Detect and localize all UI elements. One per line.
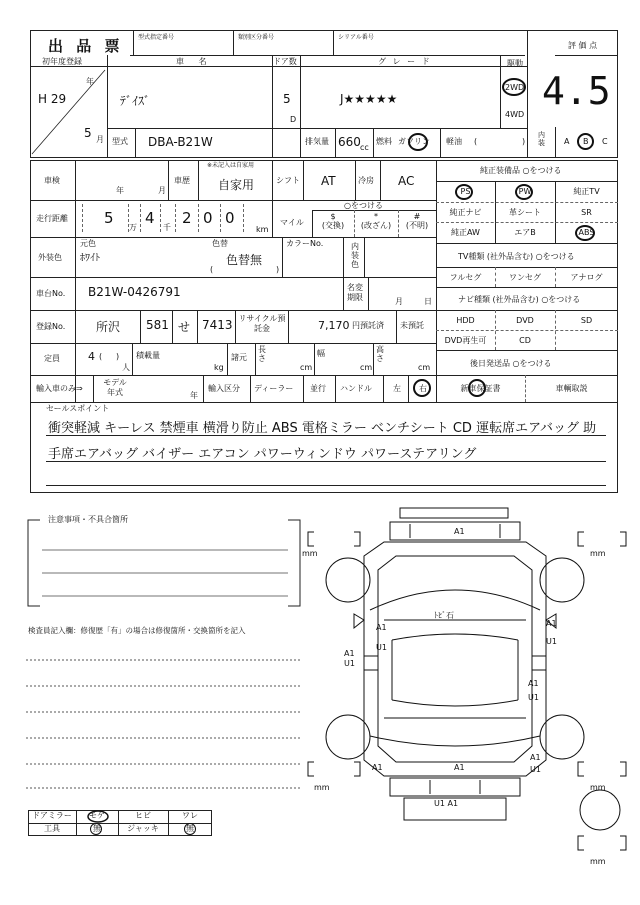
mileage-man: 万 (129, 223, 137, 232)
equip-ps[interactable]: PS (460, 187, 471, 196)
mark-left-door-u: U1 (344, 659, 355, 668)
name-change-day: 日 (424, 297, 432, 306)
mm-label-3: mm (314, 783, 330, 792)
recycle-status[interactable]: 未預託 (400, 321, 424, 330)
mileage-digit-1: 5 (104, 209, 114, 227)
name-change-label: 名変期限 (347, 283, 363, 302)
navi-sd[interactable]: SD (580, 316, 593, 325)
equip-sr[interactable]: SR (581, 208, 592, 217)
capacity-paren-open: ( (99, 352, 103, 361)
later-manual[interactable]: 車輌取説 (555, 384, 588, 393)
aircon-label: 冷房 (358, 176, 374, 185)
mileage-swap-header: ○をつける (344, 201, 383, 210)
reg-label: 登録No. (36, 322, 66, 331)
capacity-paren-close: ) (116, 352, 120, 361)
interior-b[interactable]: B (583, 137, 589, 146)
shaken-year-unit: 年 (116, 186, 124, 195)
mileage-digit-3: 2 (182, 209, 192, 227)
page-title: 出 品 票 (48, 37, 124, 55)
equip-ps-circle (455, 184, 473, 200)
navi-cd[interactable]: CD (519, 336, 531, 345)
shift-label: シフト (276, 176, 300, 185)
car-diagram (300, 500, 640, 900)
history-note: ※未記入は自家用 (207, 162, 255, 169)
drive-4wd[interactable]: 4WD (505, 110, 525, 119)
capacity-label: 定員 (44, 354, 60, 363)
model-label: 型式 (112, 137, 128, 146)
mm-label-1: mm (302, 549, 318, 558)
load-label: 積載量 (136, 351, 160, 360)
mark-left-fender-a: A1 (376, 623, 387, 632)
car-name-label: 車 名 (176, 57, 213, 66)
handle-right[interactable]: 右 (419, 384, 427, 393)
fuel-circle (408, 133, 428, 151)
equipment-title: 純正装備品 ○をつける (480, 166, 562, 175)
recycle-value: 7,170 (318, 319, 350, 332)
displacement-value: 660 (338, 135, 361, 149)
color-label: 外装色 (38, 253, 62, 262)
interior-color-label: 内装色 (351, 242, 359, 269)
name-change-month: 月 (395, 297, 403, 306)
inspector-lines (26, 650, 302, 790)
equip-leather[interactable]: 革シート (509, 208, 541, 217)
interior-label: 内装 (538, 131, 545, 147)
equip-pw[interactable]: PW (518, 187, 532, 196)
mileage-digit-4: 0 (203, 209, 213, 227)
load-unit: kg (214, 363, 224, 372)
handle-label: ハンドル (340, 384, 372, 393)
color-orig-value: ﾎﾜｲﾄ (80, 253, 100, 264)
first-reg-year-unit: 年 (86, 77, 94, 86)
sales-points-line-2: 手席エアバッグ バイザー エアコン パワーウィンドウ パワーステアリング (48, 447, 477, 462)
aircon-value: AC (398, 174, 415, 188)
reg-kana: せ (178, 320, 191, 334)
grade-label: グ レ ー ド (378, 57, 432, 66)
check-mirror-hibi[interactable]: ヒビ (135, 811, 151, 820)
mm-label-2: mm (590, 549, 606, 558)
length-cm: cm (300, 363, 313, 372)
displacement-unit: cc (360, 143, 369, 152)
mm-label-5: mm (590, 857, 606, 866)
fuel-value[interactable]: ガソリン (398, 137, 430, 146)
mileage-label: 走行距離 (36, 214, 68, 223)
mileage-unit: km (256, 225, 269, 234)
displacement-label: 排気量 (305, 137, 329, 146)
model-year-unit: 年 (190, 391, 198, 400)
check-mirror-moge[interactable]: モゲ (89, 811, 105, 820)
equip-pw-circle (515, 184, 533, 200)
reg-class: 581 (146, 318, 169, 332)
recycle-label: リサイクル預託金 (238, 314, 286, 333)
interior-b-circle (577, 133, 594, 150)
first-reg-year: H 29 (38, 92, 67, 106)
mileage-swap-exchange[interactable]: $ (交換) (321, 212, 345, 230)
color-paren-open: ( (210, 265, 214, 274)
import-parallel[interactable]: 並行 (310, 384, 326, 393)
mark-right-door-u: U1 (528, 693, 539, 702)
category-label: 類別区分番号 (238, 34, 275, 41)
sales-points-label: セールスポイント (46, 404, 110, 413)
height-label: 高さ (376, 345, 384, 363)
score-label: 評 価 点 (568, 41, 598, 50)
length-label: 長さ (258, 345, 266, 363)
doors-value: 5 (283, 92, 291, 106)
color-change-value: 色替無 (226, 253, 263, 267)
equip-abs[interactable]: ABS (578, 228, 595, 237)
import-class-label: 輸入区分 (208, 384, 240, 393)
mark-right-door-a: A1 (528, 679, 539, 688)
later-warranty[interactable]: 新車保証書 (460, 384, 501, 393)
check-tools-label: 工具 (44, 824, 60, 833)
navi-title: ナビ種類 (社外品含む) ○をつける (458, 295, 581, 304)
color-paren-close: ) (276, 265, 280, 274)
doors-sub: D (290, 115, 297, 124)
check-mirror-ware[interactable]: ワレ (182, 811, 198, 820)
capacity-value: 4 (88, 350, 95, 363)
serial-label: シリアル番号 (338, 34, 374, 41)
mark-right-rear-u: U1 (530, 765, 541, 774)
width-label: 幅 (317, 349, 325, 358)
score-value: 4.5 (542, 69, 611, 113)
mark-front-bumper: A1 (454, 527, 465, 536)
mark-rear-bumper: U1 A1 (434, 799, 459, 808)
reg-area: 所沢 (96, 320, 121, 334)
first-reg-month: 5 (84, 126, 92, 140)
check-jack-circle (184, 823, 196, 835)
drive-label: 駆動 (507, 59, 523, 68)
model-value: DBA-B21W (148, 135, 213, 149)
navi-hdd[interactable]: HDD (456, 316, 475, 325)
dims-label: 諸元 (231, 353, 247, 362)
mileage-digit-2: 4 (145, 209, 155, 227)
mark-right-fender-a: A1 (546, 619, 557, 628)
width-cm: cm (360, 363, 373, 372)
mileage-digit-5: 0 (225, 209, 235, 227)
color-no-label: カラーNo. (286, 239, 324, 248)
model-year-label: モデル年式 (103, 378, 127, 397)
check-tools-circle (90, 823, 102, 835)
mileage-swap-unknown[interactable]: # (不明) (405, 212, 429, 230)
check-mirror-label: ドアミラー (32, 811, 72, 820)
handle-right-circle (413, 379, 431, 397)
import-label: 輸入車のみ⇒ (36, 384, 83, 393)
later-title: 後日発送品 ○をつける (470, 359, 552, 368)
tv-title: TV種類 (社外品含む) ○をつける (458, 252, 575, 261)
history-value: 自家用 (218, 178, 255, 192)
recycle-unit: 円預託済 (352, 321, 384, 330)
inspector-title: 検査員記入欄：修復歴「有」の場合は修復箇所・交換箇所を記入 (28, 626, 246, 635)
history-label: 車歴 (174, 176, 190, 185)
mark-hood: ﾄﾋﾞ石 (434, 611, 454, 620)
shaken-month-unit: 月 (158, 186, 166, 195)
import-dealer[interactable]: ディーラー (254, 384, 294, 393)
mileage-mile[interactable]: マイル (280, 218, 304, 227)
doors-label: ドア数 (273, 57, 297, 66)
drive-2wd-circle (502, 78, 526, 96)
capacity-unit: 人 (122, 363, 130, 372)
tv-fullseg[interactable]: フルセグ (449, 273, 482, 282)
notes-title: 注意事項・不具合箇所 (48, 515, 128, 524)
color-change-label: 色替 (212, 239, 228, 248)
check-jack-none[interactable]: 無 (186, 824, 194, 833)
equip-tv[interactable]: 純正TV (573, 187, 600, 196)
model-code-label: 型式指定番号 (138, 34, 175, 41)
fuel-paren-close: ) (522, 137, 526, 146)
tv-oneseg[interactable]: ワンセグ (509, 273, 541, 282)
navi-dvd-play[interactable]: DVD再生可 (444, 336, 487, 345)
shift-value: AT (321, 174, 336, 188)
chassis-label: 車台No. (36, 289, 66, 298)
interior-c[interactable]: C (602, 137, 608, 146)
handle-left[interactable]: 左 (393, 384, 401, 393)
height-cm: cm (418, 363, 431, 372)
equip-aw[interactable]: 純正AW (451, 228, 480, 237)
mark-right-rear-a: A1 (530, 753, 541, 762)
notes-bracket (26, 515, 302, 608)
mark-left-rear: A1 (372, 763, 383, 772)
navi-dvd[interactable]: DVD (516, 316, 534, 325)
color-orig-label: 元色 (80, 239, 96, 248)
check-tools-none[interactable]: 無 (93, 824, 101, 833)
mark-left-door-a: A1 (344, 649, 355, 658)
check-jack-label: ジャッキ (127, 824, 159, 833)
sales-points-line-1: 衝突軽減 キーレス 禁煙車 横滑り防止 ABS 電格ミラー ベンチシート CD 運転席エアバッグ 助 (48, 421, 597, 436)
fuel-paren-open: ( (474, 137, 478, 146)
later-warranty-circle (468, 379, 486, 397)
mark-rear: A1 (454, 763, 465, 772)
grade-value: J★★★★★ (340, 92, 398, 106)
mark-left-fender-u: U1 (376, 643, 387, 652)
mark-right-fender-u: U1 (546, 637, 557, 646)
first-reg-label: 初年度登録 (42, 57, 82, 66)
reg-number: 7413 (202, 318, 233, 332)
mm-label-4: mm (590, 783, 606, 792)
fuel-label: 燃料 (376, 137, 392, 146)
fuel-diesel[interactable]: 軽油 (446, 137, 462, 146)
mileage-sen: 千 (163, 223, 171, 232)
tv-analog[interactable]: アナログ (570, 273, 603, 282)
equip-navi[interactable]: 純正ナビ (449, 208, 482, 217)
car-name-value: ﾃﾞｲｽﾞ (120, 94, 151, 108)
mileage-swap-tamper[interactable]: * (改ざん) (360, 212, 392, 230)
first-reg-month-unit: 月 (96, 135, 104, 144)
chassis-value: B21W-0426791 (88, 285, 181, 299)
drive-2wd[interactable]: 2WD (505, 83, 525, 92)
interior-a[interactable]: A (564, 137, 570, 146)
equip-abs-circle (575, 225, 595, 241)
moge-strike (84, 810, 112, 823)
shaken-label: 車検 (44, 176, 60, 185)
equip-airbag[interactable]: エアB (514, 228, 536, 237)
